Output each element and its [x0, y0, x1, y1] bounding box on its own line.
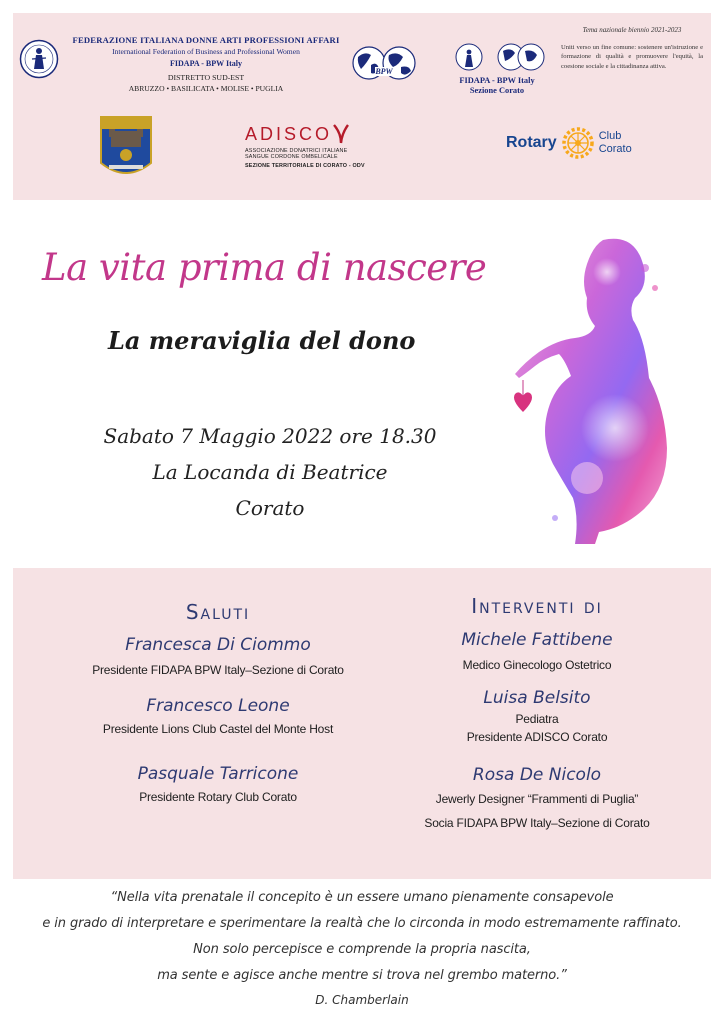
section-line-2: Sezione Corato — [469, 86, 525, 96]
speaker-role: Presidente Lions Club Castel del Monte Host — [102, 722, 334, 736]
adisco-name: ADISCO — [245, 124, 333, 144]
adisco-logo — [245, 123, 405, 169]
interventi-column — [387, 568, 687, 832]
event-details — [100, 418, 440, 526]
speaker-block — [387, 688, 687, 746]
speaker-role: Presidente Rotary Club Corato — [139, 790, 297, 804]
rotary-club-label — [599, 130, 632, 156]
adisco-text — [245, 148, 405, 169]
event-title: La vita prima di nascere — [42, 246, 487, 289]
saluti-heading: Saluti — [185, 600, 251, 624]
theme-text: Uniti verso un fine comune: sostenere un'istruzione e formazione di qualità e promuovere l'equità, la coesione sociale e la cittadinanza attiva. — [561, 43, 703, 70]
section-label — [443, 76, 551, 96]
quote-line: Non solo percepisce e comprende la propria nascita, — [193, 942, 531, 957]
rotary-city: Corato — [598, 143, 632, 155]
adisco-wordmark — [245, 123, 405, 145]
quote-line: e in grado di interpretare e sperimentare la realtà che lo circonda in modo estremamente raffinato. — [42, 916, 682, 931]
speaker-name: Francesco Leone — [146, 696, 290, 716]
quote-line: “Nella vita prenatale il concepito è un essere umano pienamente consapevole — [110, 890, 614, 905]
speaker-role: Pediatra — [515, 712, 559, 726]
saluti-column — [53, 568, 383, 806]
speaker-role: Socia FIDAPA BPW Italy–Sezione di Corato — [424, 816, 650, 830]
rotary-name: Rotary — [506, 134, 557, 151]
quote-line: ma sente e agisce anche mentre si trova nel grembo materno.” — [157, 968, 567, 983]
speaker-name: Luisa Belsito — [483, 688, 591, 708]
event-subtitle: La meraviglia del dono — [108, 326, 416, 355]
speaker-name: Rosa De Nicolo — [472, 765, 602, 785]
rotary-wheel-icon — [561, 126, 595, 160]
event-date: Sabato 7 Maggio 2022 ore 18.30 — [103, 424, 437, 448]
federation-bpw: FIDAPA - BPW Italy — [170, 59, 242, 68]
bpw-globe-logo — [349, 43, 421, 83]
speaker-name: Francesca Di Ciommo — [125, 635, 311, 655]
speaker-block — [387, 630, 687, 674]
fidapa-logo — [19, 39, 59, 79]
quote-block — [20, 885, 704, 1011]
section-line-1: FIDAPA - BPW Italy — [459, 76, 535, 85]
rotary-club: Club — [598, 129, 622, 142]
bpw-logo-text: BPW — [375, 67, 393, 76]
federation-block — [61, 35, 351, 93]
event-city: Corato — [235, 496, 305, 520]
quote-author: D. Chamberlain — [315, 993, 409, 1007]
speaker-role: Medico Ginecologo Ostetrico — [462, 658, 612, 672]
speaker-block — [53, 764, 383, 806]
adisco-line-1: ASSOCIAZIONE DONATRICI ITALIANE — [245, 148, 348, 154]
speaker-block — [387, 765, 687, 832]
speaker-role: Presidente ADISCO Corato — [466, 730, 608, 744]
adisco-line-2: SANGUE CORDONE OMBELICALE — [245, 154, 338, 161]
header-banner — [13, 13, 711, 200]
federation-title: FEDERAZIONE ITALIANA DONNE ARTI PROFESSIONI AFFARI — [72, 35, 340, 45]
federation-regions: ABRUZZO • BASILICATA • MOLISE • PUGLIA — [128, 84, 284, 93]
pregnant-silhouette-illustration — [495, 228, 675, 548]
lions-club-logo — [97, 113, 155, 185]
interventi-heading: Interventi di — [471, 594, 603, 618]
rotary-logo — [506, 126, 632, 160]
fidapa-corato-logo — [455, 41, 545, 75]
national-theme — [561, 26, 703, 71]
adisco-ribbon-icon — [332, 123, 350, 145]
federation-district: DISTRETTO SUD-EST — [167, 73, 245, 82]
speaker-name: Michele Fattibene — [461, 630, 613, 650]
theme-title: Tema nazionale biennio 2021-2023 — [582, 26, 682, 34]
speaker-role: Presidente FIDAPA BPW Italy–Sezione di Corato — [92, 663, 344, 677]
speaker-name: Pasquale Tarricone — [137, 764, 299, 784]
speakers-panel — [13, 568, 711, 879]
event-venue: La Locanda di Beatrice — [152, 460, 388, 484]
speaker-block — [53, 635, 383, 679]
federation-subtitle: International Federation of Business and Professional Women — [112, 47, 300, 56]
adisco-line-3: SEZIONE TERRITORIALE DI CORATO - ODV — [245, 162, 365, 169]
speaker-role: Jewerly Designer “Frammenti di Puglia” — [435, 792, 639, 806]
speaker-block — [53, 696, 383, 738]
